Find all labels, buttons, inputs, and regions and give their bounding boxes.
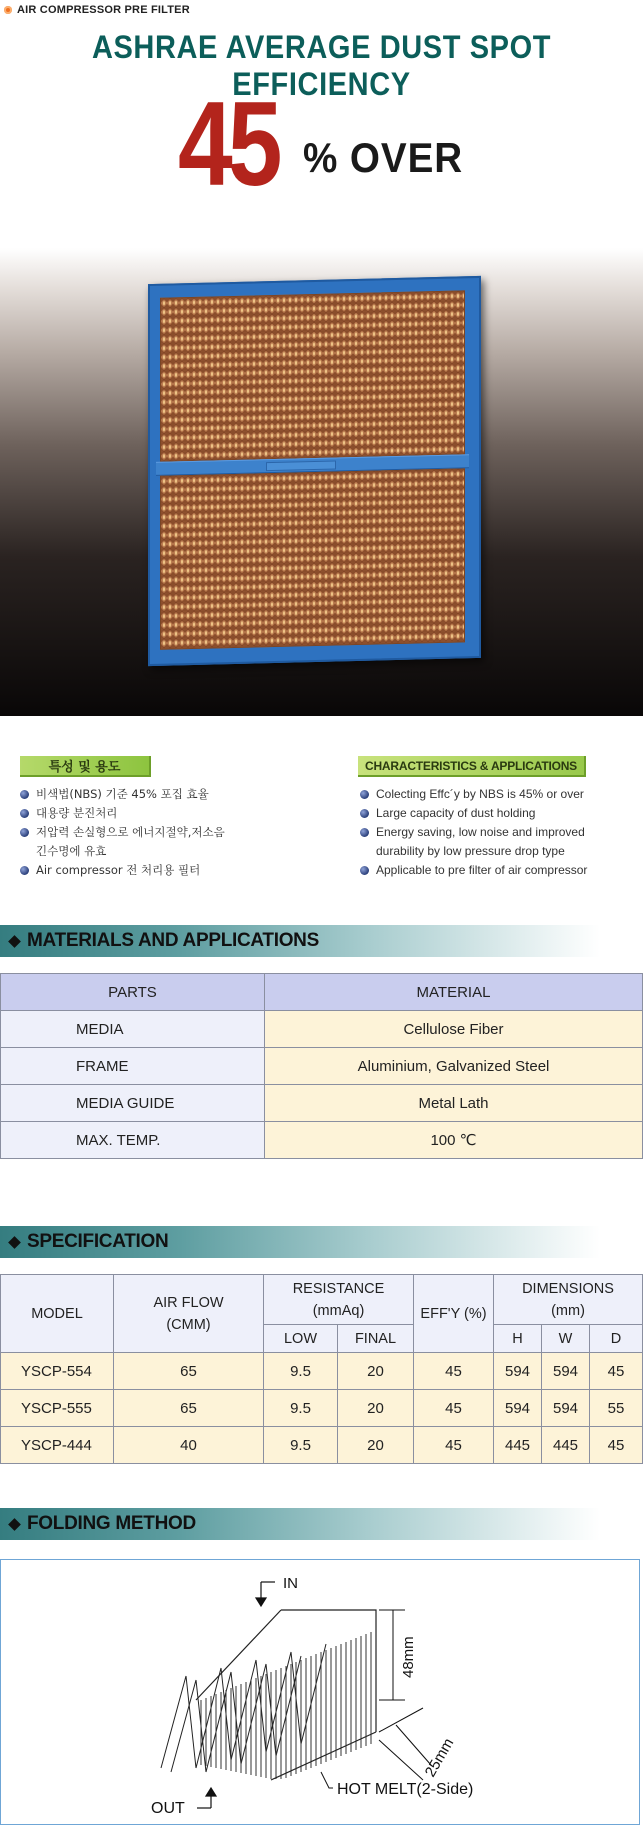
material-cell: Metal Lath xyxy=(265,1085,643,1122)
filter-media-upper xyxy=(160,290,465,461)
diamond-icon xyxy=(8,935,21,948)
column-header-w: W xyxy=(542,1325,590,1353)
table-row xyxy=(1,1011,643,1048)
table-header-row xyxy=(1,974,643,1011)
d-cell: 45 xyxy=(590,1427,643,1464)
table-header-row xyxy=(1,1275,643,1325)
table-row xyxy=(1,1048,643,1085)
headline: ASHRAE AVERAGE DUST SPOT EFFICIENCY xyxy=(91,30,552,103)
material-cell: Cellulose Fiber xyxy=(265,1011,643,1048)
folding-diagram xyxy=(0,1559,640,1825)
product-image xyxy=(0,248,643,716)
column-header-air-flow: AIR FLOW (CMM) xyxy=(114,1275,264,1353)
column-header-parts: PARTS xyxy=(1,974,265,1011)
top-label-text: AIR COMPRESSOR PRE FILTER xyxy=(17,4,190,16)
w-cell: 445 xyxy=(542,1427,590,1464)
h-cell: 445 xyxy=(494,1427,542,1464)
model-cell: YSCP-555 xyxy=(1,1390,114,1427)
folding-section-header: FOLDING METHOD xyxy=(0,1508,600,1540)
air-flow-cell: 65 xyxy=(114,1353,264,1390)
pleat-lines xyxy=(201,1632,371,1779)
top-label xyxy=(4,3,190,17)
bullet-icon xyxy=(360,790,369,799)
table-row xyxy=(1,1122,643,1159)
label-25mm: 25mm xyxy=(421,1735,458,1780)
dimension-marks xyxy=(379,1610,431,1780)
materials-section-header: MATERIALS AND APPLICATIONS xyxy=(0,925,600,957)
part-cell: MAX. TEMP. xyxy=(1,1122,265,1159)
column-header-low: LOW xyxy=(264,1325,338,1353)
big-number: 45 xyxy=(178,77,278,211)
over-text: % OVER xyxy=(303,134,464,181)
bullet-icon xyxy=(360,866,369,875)
column-header-effy: EFF'Y (%) xyxy=(414,1275,494,1353)
part-cell: MEDIA xyxy=(1,1011,265,1048)
low-cell: 9.5 xyxy=(264,1427,338,1464)
bullet-icon xyxy=(20,866,29,875)
d-cell: 55 xyxy=(590,1390,643,1427)
list-item-continuation: 긴수명에 유효 xyxy=(36,844,107,858)
orange-dot-icon xyxy=(4,6,12,14)
effy-cell: 45 xyxy=(414,1390,494,1427)
effy-cell: 45 xyxy=(414,1353,494,1390)
part-cell: MEDIA GUIDE xyxy=(1,1085,265,1122)
model-cell: YSCP-554 xyxy=(1,1353,114,1390)
column-header-resistance: RESISTANCE (mmAq) xyxy=(264,1275,414,1325)
label-out: OUT xyxy=(151,1800,185,1817)
w-cell: 594 xyxy=(542,1390,590,1427)
korean-characteristics-list xyxy=(20,785,320,880)
material-cell: 100 ℃ xyxy=(265,1122,643,1159)
column-header-d: D xyxy=(590,1325,643,1353)
english-characteristics-list xyxy=(360,785,640,880)
list-item: 대용량 분진처리 xyxy=(20,804,320,823)
list-item-continuation: durability by low pressure drop type xyxy=(376,844,565,858)
effy-cell: 45 xyxy=(414,1427,494,1464)
air-flow-cell: 65 xyxy=(114,1390,264,1427)
table-row xyxy=(1,1390,643,1427)
filter-media-lower xyxy=(160,468,465,649)
material-cell: Aluminium, Galvanized Steel xyxy=(265,1048,643,1085)
final-cell: 20 xyxy=(338,1390,414,1427)
final-cell: 20 xyxy=(338,1353,414,1390)
list-item: Colecting Effc´y by NBS is 45% or over xyxy=(360,785,640,804)
folding-diagram-svg xyxy=(1,1560,641,1826)
table-row xyxy=(1,1353,643,1390)
column-header-dimensions: DIMENSIONS (mm) xyxy=(494,1275,643,1325)
final-cell: 20 xyxy=(338,1427,414,1464)
in-arrow-icon xyxy=(256,1582,275,1606)
specification-section-header: SPECIFICATION xyxy=(0,1226,600,1258)
bullet-icon xyxy=(20,828,29,837)
label-hot-melt: HOT MELT(2-Side) xyxy=(337,1781,474,1798)
bullet-icon xyxy=(20,809,29,818)
characteristics-title-korean: 특성 및 용도 xyxy=(20,756,151,777)
d-cell: 45 xyxy=(590,1353,643,1390)
table-row xyxy=(1,1085,643,1122)
column-header-final: FINAL xyxy=(338,1325,414,1353)
bullet-icon xyxy=(20,790,29,799)
label-in: IN xyxy=(283,1575,298,1592)
bullet-icon xyxy=(360,828,369,837)
low-cell: 9.5 xyxy=(264,1390,338,1427)
diamond-icon xyxy=(8,1236,21,1249)
list-item: Applicable to pre filter of air compressor xyxy=(360,861,640,880)
diamond-icon xyxy=(8,1518,21,1531)
list-item: 비색법(NBS) 기준 45% 포집 효율 xyxy=(20,785,320,804)
table-row xyxy=(1,1427,643,1464)
list-item: Large capacity of dust holding xyxy=(360,804,640,823)
list-item: Energy saving, low noise and improved xyxy=(360,823,640,842)
list-item: Air compressor 전 처리용 필터 xyxy=(20,861,320,880)
part-cell: FRAME xyxy=(1,1048,265,1085)
hot-melt-leader xyxy=(321,1772,333,1788)
air-flow-cell: 40 xyxy=(114,1427,264,1464)
label-48mm: 48mm xyxy=(400,1636,417,1678)
characteristics-title-english: CHARACTERISTICS & APPLICATIONS xyxy=(358,756,586,777)
column-header-model: MODEL xyxy=(1,1275,114,1353)
h-cell: 594 xyxy=(494,1353,542,1390)
h-cell: 594 xyxy=(494,1390,542,1427)
column-header-material: MATERIAL xyxy=(265,974,643,1011)
materials-table xyxy=(0,973,643,1159)
list-item: 저압력 손실형으로 에너지절약,저소음 xyxy=(20,823,320,842)
low-cell: 9.5 xyxy=(264,1353,338,1390)
filter-frame xyxy=(148,276,481,666)
w-cell: 594 xyxy=(542,1353,590,1390)
specification-table xyxy=(0,1274,643,1464)
out-arrow-icon xyxy=(197,1788,216,1808)
bullet-icon xyxy=(360,809,369,818)
model-cell: YSCP-444 xyxy=(1,1427,114,1464)
column-header-h: H xyxy=(494,1325,542,1353)
